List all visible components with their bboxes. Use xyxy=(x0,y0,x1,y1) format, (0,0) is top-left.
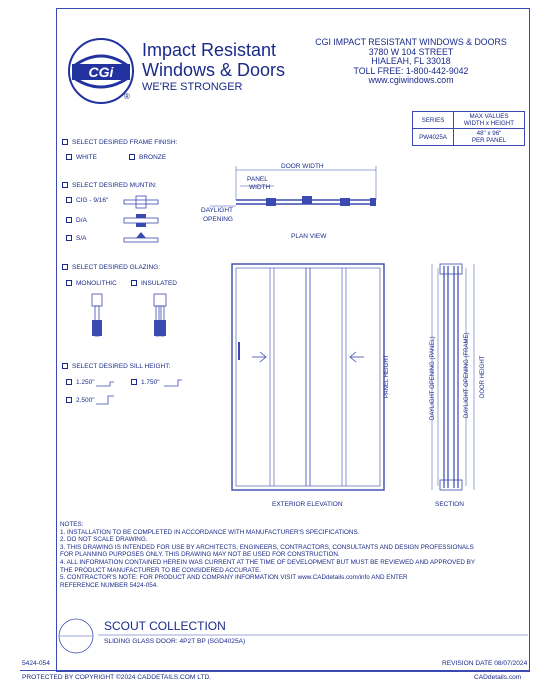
width-height-header: WIDTH x HEIGHT xyxy=(463,120,515,127)
per-panel: PER PANEL xyxy=(471,137,507,144)
panel-width-label-line2: WIDTH xyxy=(249,184,271,191)
door-height-label: DOOR HEIGHT xyxy=(480,355,486,398)
logo-title-line2: Windows & Doors xyxy=(142,60,286,80)
checkbox[interactable] xyxy=(62,182,68,188)
series-table xyxy=(412,111,525,146)
note-line: 2. DO NOT SCALE DRAWING. xyxy=(60,536,148,544)
checkbox[interactable] xyxy=(62,139,68,145)
address-line1: 3780 W 104 STREET xyxy=(368,46,454,57)
checkbox[interactable] xyxy=(62,264,68,270)
option-white[interactable] xyxy=(66,154,97,162)
series-value: PW4025A xyxy=(413,129,454,146)
option-da-muntin[interactable] xyxy=(66,217,87,225)
option-label: INSULATED xyxy=(141,280,177,287)
revision-date: REVISION DATE 08/07/2024 xyxy=(442,660,528,667)
checkbox[interactable] xyxy=(66,154,72,160)
product-subtitle: SLIDING GLASS DOOR: 4P2T BP (SGD4025A) xyxy=(104,638,246,645)
tagline: WE'RE STRONGER xyxy=(142,81,243,93)
option-bronze[interactable] xyxy=(129,154,166,162)
muntin-label: SELECT DESIRED MUNTIN: xyxy=(72,182,157,189)
frame-finish-label: SELECT DESIRED FRAME FINISH: xyxy=(72,139,178,146)
glazing-label: SELECT DESIRED GLAZING: xyxy=(72,264,161,271)
checkbox[interactable] xyxy=(131,280,137,286)
reference-number: 5424-054 xyxy=(22,660,50,667)
checkbox[interactable] xyxy=(62,363,68,369)
option-sill-2500[interactable] xyxy=(66,397,95,405)
option-sa-muntin[interactable] xyxy=(66,235,86,243)
option-label: S/A xyxy=(76,235,87,242)
option-label: WHITE xyxy=(76,154,97,161)
option-label: 2.500" xyxy=(76,397,95,404)
checkbox[interactable] xyxy=(66,217,72,223)
glazing-heading[interactable] xyxy=(62,264,160,272)
section-caption: SECTION xyxy=(435,501,464,508)
note-line: REFERENCE NUMBER 5424-054. xyxy=(60,581,158,589)
checkbox[interactable] xyxy=(66,379,72,385)
sill-heading[interactable] xyxy=(62,363,170,371)
sill-label: SELECT DESIRED SILL HEIGHT: xyxy=(72,363,171,370)
max-values-header: MAX VALUES xyxy=(469,113,509,120)
option-label: 1.250" xyxy=(76,379,95,386)
option-monolithic[interactable] xyxy=(66,280,117,288)
sill-profile-details xyxy=(96,376,186,408)
checkbox[interactable] xyxy=(66,235,72,241)
option-label: MONOLITHIC xyxy=(76,280,117,287)
notes-section xyxy=(60,521,528,589)
note-line: 5. CONTRACTOR'S NOTE: FOR PRODUCT AND COMPANY INFORMATION VISIT www.CADdetails.com/info AND ENTER xyxy=(60,574,408,582)
option-insulated[interactable] xyxy=(131,280,177,288)
company-name: CGI IMPACT RESISTANT WINDOWS & DOORS xyxy=(315,37,507,47)
note-line: 4. ALL INFORMATION CONTAINED HEREIN WAS CURRENT AT THE TIME OF DEVELOPMENT BUT MUST BE REVIEWED AND APPROVED BY xyxy=(60,558,476,566)
daylight-opening-label-line1: DAYLIGHT xyxy=(201,207,234,214)
company-info xyxy=(306,38,516,86)
muntin-heading[interactable] xyxy=(62,182,157,190)
checkbox[interactable] xyxy=(66,197,72,203)
option-label: CIG - 9/16" xyxy=(76,197,109,204)
note-line: 1. INSTALLATION TO BE COMPLETED IN ACCORDANCE WITH MANUFACTURER'S SPECIFICATIONS. xyxy=(60,528,360,536)
max-size: 48" x 96" xyxy=(476,130,502,137)
section-drawing xyxy=(410,262,500,492)
note-line: THE PRODUCT MANUFACTURER TO BE CONSIDERED ACCURATE. xyxy=(60,566,262,574)
daylight-opening-label-line2: OPENING xyxy=(203,216,233,223)
note-line: 3. THIS DRAWING IS INTENDED FOR USE BY ARCHITECTS, ENGINEERS, CONTRACTORS, CONSULTANTS AND DESIGN PROFESSIONALS xyxy=(60,543,474,551)
daylight-panel-label: DAYLIGHT OPENING (PANEL) xyxy=(430,336,436,420)
panel-height-label: PANEL HEIGHT xyxy=(384,354,390,398)
registered-mark: ® xyxy=(124,92,130,101)
series-header: SERIES xyxy=(413,112,454,129)
door-width-label: DOOR WIDTH xyxy=(281,163,324,170)
toll-free: TOLL FREE: 1-800-442-9042 xyxy=(353,65,469,76)
option-cig-muntin[interactable] xyxy=(66,197,108,205)
address-line2: HIALEAH, FL 33018 xyxy=(371,56,451,67)
glazing-profile-details xyxy=(84,292,174,344)
notes-heading: NOTES: xyxy=(60,521,84,528)
exterior-elevation-caption: EXTERIOR ELEVATION xyxy=(272,501,343,508)
option-label: BRONZE xyxy=(139,154,167,161)
logo-text: CGi xyxy=(88,64,114,80)
option-sill-1250[interactable] xyxy=(66,379,95,387)
logo-title-line1: Impact Resistant xyxy=(142,40,277,60)
copyright-text: PROTECTED BY COPYRIGHT ©2024 CADDETAILS.COM LTD. xyxy=(22,674,212,681)
frame-finish-heading[interactable] xyxy=(62,139,177,147)
muntin-profile-details xyxy=(118,194,170,246)
panel-width-label-line1: PANEL xyxy=(247,176,268,183)
daylight-frame-label: DAYLIGHT OPENING (FRAME) xyxy=(464,332,470,418)
checkbox[interactable] xyxy=(66,397,72,403)
caddetails-link[interactable]: CADdetails.com xyxy=(474,674,522,681)
checkbox[interactable] xyxy=(129,154,135,160)
website-link[interactable]: www.cgiwindows.com xyxy=(368,75,454,86)
option-label: D/A xyxy=(76,217,87,224)
collection-title: SCOUT COLLECTION xyxy=(104,619,226,633)
plan-view-caption: PLAN VIEW xyxy=(291,233,327,240)
option-label: 1.750" xyxy=(141,379,160,386)
exterior-elevation-drawing xyxy=(230,262,386,492)
note-line: FOR PLANNING PURPOSES ONLY. THIS DRAWING MAY NOT BE USED FOR CONSTRUCTION. xyxy=(60,551,340,559)
footer-divider xyxy=(20,670,530,671)
checkbox[interactable] xyxy=(66,280,72,286)
